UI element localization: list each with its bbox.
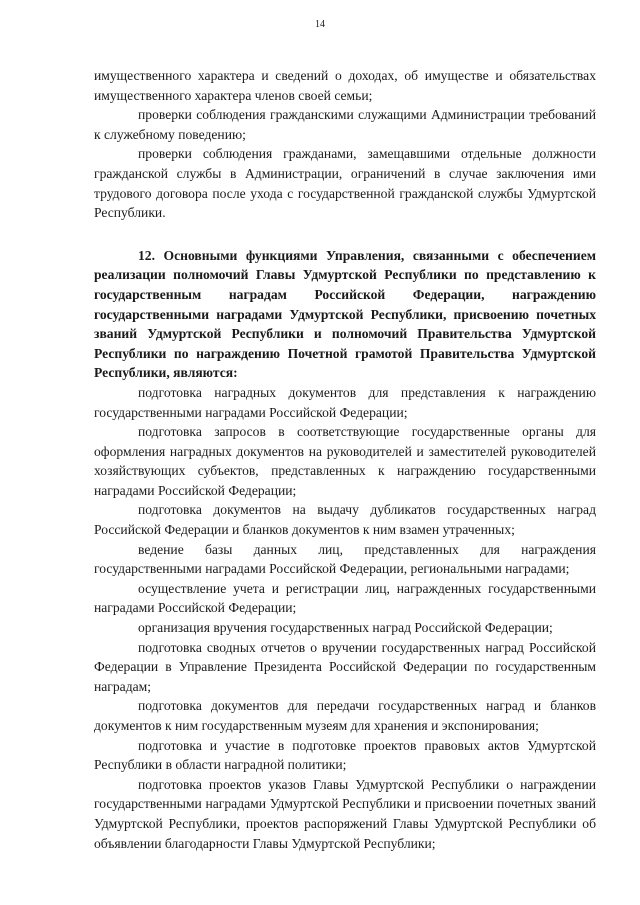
- section-gap: [94, 223, 596, 246]
- list-item: подготовка проектов указов Главы Удмуртской Республики о награждении государственными наградами Удмуртской Республики и присвоении почетных званий Удмуртской Республики, проектов распоряжений Главы Удмуртской Республики об объявлении благодарности Главы Удмуртской Республики;: [94, 776, 596, 851]
- list-item: ведение базы данных лиц, представленных для награждения государственными наградами Российской Федерации, региональными наградами;: [94, 541, 596, 577]
- list-item: подготовка наградных документов для представления к награждению государственными наградами Российской Федерации;: [94, 384, 596, 420]
- paragraph-restrictions-check: проверки соблюдения гражданами, замещавшими отдельные должности гражданской службы в Администрации, ограничений в случае заключения ими трудового договора после ухода с государственной гражданской службы Удмуртской Республики.: [94, 146, 596, 221]
- list-item: подготовка сводных отчетов о вручении государственных наград Российской Федерации в Управление Президента Российской Федерации по государственным наградам;: [94, 639, 596, 694]
- paragraph-continuation: имущественного характера и сведений о доходах, об имуществе и обязательствах имущественного характера членов своей семьи;: [94, 68, 596, 103]
- document-body: [94, 66, 596, 853]
- list-item: осуществление учета и регистрации лиц, награжденных государственными наградами Российской Федерации;: [94, 580, 596, 616]
- paragraph-conduct-check: проверки соблюдения гражданскими служащими Администрации требований к служебному поведению;: [94, 107, 596, 142]
- list-item: подготовка и участие в подготовке проектов правовых актов Удмуртской Республики в области наградной политики;: [94, 737, 596, 773]
- list-item: подготовка документов на выдачу дубликатов государственных наград Российской Федерации и бланков документов к ним взамен утраченных;: [94, 502, 596, 538]
- list-item: организация вручения государственных наград Российской Федерации;: [138, 620, 553, 636]
- section-12-heading: 12. Основными функциями Управления, связанными с обеспечением реализации полномочий Главы Удмуртской Республики по представлению к государственным наградам Российской Федерации, награждению государственными наградами Удмуртской Республики, присвоению почетных званий Удмуртской Республики и полномочий Правительства Удмуртской Республики по награждению Почетной грамотой Правительства Удмуртской Республики, являются:: [94, 247, 596, 381]
- list-item: подготовка запросов в соответствующие государственные органы для оформления наградных документов на руководителей и заместителей руководителей хозяйствующих субъектов, представленных к награждению государственными наградами Российской Федерации;: [94, 424, 596, 498]
- list-item: подготовка документов для передачи государственных наград и бланков документов к ним государственным музеям для хранения и экспонирования;: [94, 698, 596, 733]
- page-number: 14: [315, 19, 325, 30]
